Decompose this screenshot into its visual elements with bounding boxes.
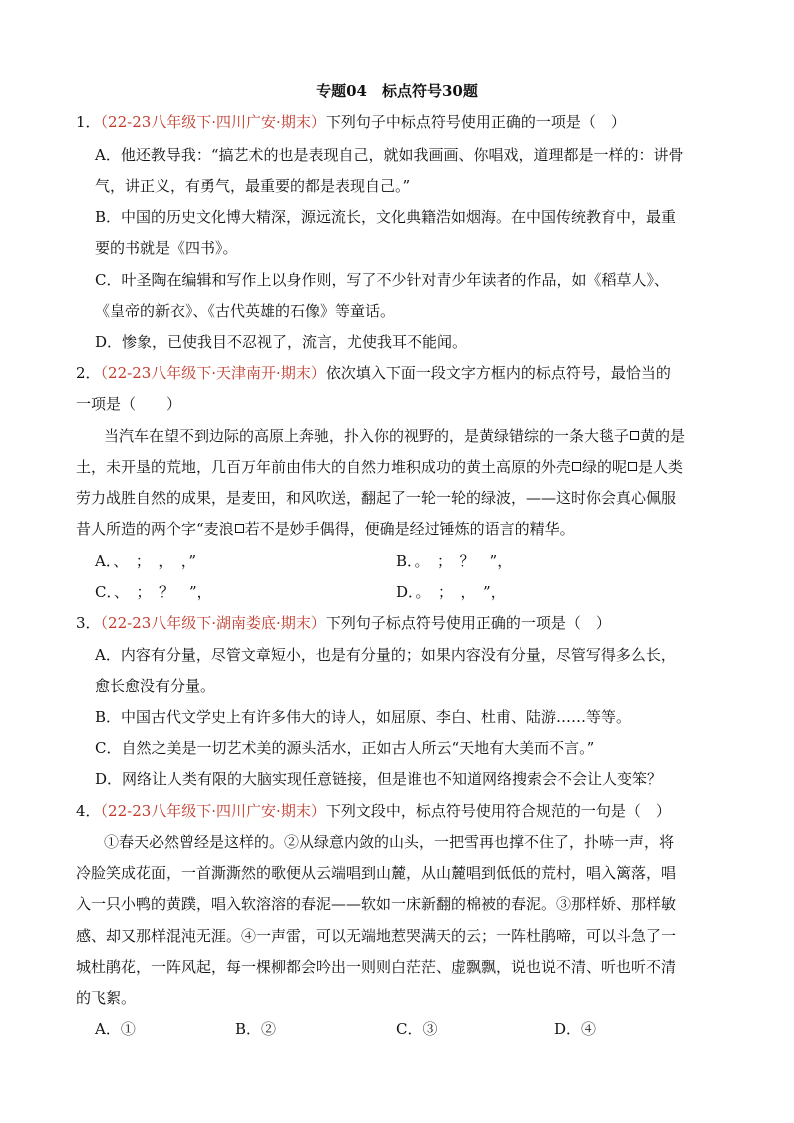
q4-passage-line2: 冷脸笑成花面，一首澌澌然的歌便从云端唱到山麓，从山麓唱到低低的荒村，唱入篱落，唱 (76, 864, 677, 882)
passage-text: 那样娇、那样敏 (571, 895, 677, 913)
q4-passage-line1 (104, 832, 674, 852)
q4-option-b (235, 1019, 276, 1039)
q2-option-a: A．、 ； ， ，” (95, 552, 197, 570)
question-1-stem (76, 112, 626, 132)
passage-text: 当汽车在望不到边际的高原上奔驰，扑入你的视野的，是黄绿错综的一条大毯子 (104, 427, 630, 445)
passage-text: 昔人所造的两个字“麦浪 (76, 520, 234, 538)
q2-option-b: B．。 ； ？ ”， (396, 552, 513, 570)
q2-option-c: C．、 ； ？ ”， (95, 583, 212, 601)
q1-option-b-line2: 要的书就是《四书》。 (95, 239, 238, 257)
question-text: 下列句子标点符号使用正确的一项是（ ） (325, 614, 611, 632)
question-source: （22-23八年级下·四川广安·期末） (100, 802, 326, 820)
option-label: A． (95, 1020, 121, 1038)
passage-text: 黄的是 (640, 427, 686, 445)
sentence-number: ④ (241, 927, 257, 945)
q3-option-d-line1: D．网络让人类有限的大脑实现任意链接，但是谁也不知道网络搜索会不会让人变笨？ (95, 770, 663, 788)
q2-option-d: D．。 ； ， ”， (396, 583, 506, 601)
sentence-number: ① (104, 833, 120, 851)
q4-passage-line6: 的飞絮。 (76, 989, 137, 1007)
q1-option-b-line1: B．中国的历史文化博大精深，源远流长，文化典籍浩如烟海。在中国传统教育中，最重 (95, 208, 677, 226)
q2-passage-line3: 劳力战胜自然的成果，是麦田，和风吹送，翻起了一轮一轮的绿波，——这时你会真心佩服 (76, 489, 677, 507)
q3-option-a-line1: A．内容有分量，尽管文章短小，也是有分量的；如果内容没有分量，尽管写得多么长， (95, 646, 676, 664)
blank-box (572, 462, 581, 471)
passage-text: 若不是妙手偶得，便确是经过锤炼的语言的精华。 (244, 520, 575, 538)
option-value: ② (261, 1020, 277, 1038)
page-title: 专题04 标点符号30题 (316, 82, 478, 100)
question-source: （22-23八年级下·湖南娄底·期末） (100, 614, 326, 632)
q3-option-c-line1: C．自然之美是一切艺术美的源头活水，正如古人所云“天地有大美而不言。” (95, 739, 595, 757)
option-label: B． (235, 1020, 262, 1038)
passage-text: 从绿意内敛的山头，一把雪再也撑不住了，扑哧一声，将 (299, 833, 675, 851)
q4-option-d (554, 1019, 596, 1039)
blank-box (235, 524, 244, 533)
question-text: 下列文段中，标点符号使用符合规范的一句是（ ） (325, 802, 671, 820)
question-text: 依次填入下面一段文字方框内的标点符号，最恰当的 (325, 364, 671, 382)
q1-option-a-line1: A．他还教导我：“搞艺术的也是表现自己，就如我画画、你唱戏，道理都是一样的：讲骨 (95, 146, 684, 164)
question-source: （22-23八年级下·四川广安·期末） (100, 113, 326, 131)
blank-box (630, 431, 639, 440)
q1-option-c-line2: 《皇帝的新衣》、《古代英雄的石像》等童话。 (95, 302, 396, 320)
passage-text: 绿的呢 (582, 458, 628, 476)
question-number: 1． (76, 113, 101, 131)
passage-text: 春天必然曾经是这样的。 (119, 833, 285, 851)
q1-option-d-line1: D．惨象，已使我目不忍视了，流言，尤使我耳不能闻。 (95, 333, 468, 351)
q4-passage-line5: 城杜鹃花，一阵风起，每一棵柳都会吟出一则则白茫茫、虚飘飘，说也说不清、听也听不清 (76, 958, 677, 976)
q4-passage-line4 (76, 926, 676, 946)
question-3-stem (76, 613, 611, 633)
sentence-number: ② (284, 833, 300, 851)
q3-option-b-line1: B．中国古代文学史上有许多伟大的诗人，如屈原、李白、杜甫、陆游……等等。 (95, 708, 632, 726)
q3-option-a-line2: 愈长愈没有分量。 (95, 677, 216, 695)
passage-text: 是人类 (638, 458, 684, 476)
q4-passage-line3 (76, 894, 676, 914)
q4-option-a (95, 1019, 136, 1039)
question-source: （22-23八年级下·天津南开·期末） (100, 364, 326, 382)
option-value: ③ (422, 1020, 438, 1038)
question-number: 4． (76, 802, 101, 820)
question-number: 3． (76, 614, 101, 632)
passage-text: 入一只小鸭的黄蹼，唱入软溶溶的春泥——软如一床新翻的棉被的春泥。 (76, 895, 557, 913)
q2-passage-line2 (76, 457, 683, 477)
blank-box (628, 462, 637, 471)
passage-text: 一声雷，可以无端地惹哭满天的云；一阵杜鹃啼，可以斗急了一 (256, 927, 677, 945)
q2-passage-line1 (104, 426, 685, 446)
passage-text: 感、却又那样混沌无涯。 (76, 927, 242, 945)
option-label: D． (554, 1020, 582, 1038)
option-value: ④ (581, 1020, 597, 1038)
q2-passage-line4 (76, 519, 575, 539)
question-2-stem-cont: 一项是（ ） (76, 395, 182, 413)
question-number: 2． (76, 364, 101, 382)
question-text: 下列句子中标点符号使用正确的一项是（ ） (325, 113, 626, 131)
q1-option-a-line2: 气，讲正义，有勇气，最重要的都是表现自己。” (95, 177, 411, 195)
q4-option-c (396, 1019, 438, 1039)
q1-option-c-line1: C．叶圣陶在编辑和写作上以身作则，写了不少针对青少年读者的作品，如《稻草人》、 (95, 271, 669, 289)
option-label: C． (396, 1020, 423, 1038)
option-value: ① (120, 1020, 136, 1038)
sentence-number: ③ (556, 895, 572, 913)
question-2-stem (76, 363, 671, 383)
question-4-stem (76, 801, 671, 821)
passage-text: 土，未开垦的荒地，几百万年前由伟大的自然力堆积成功的黄土高原的外壳 (76, 458, 572, 476)
